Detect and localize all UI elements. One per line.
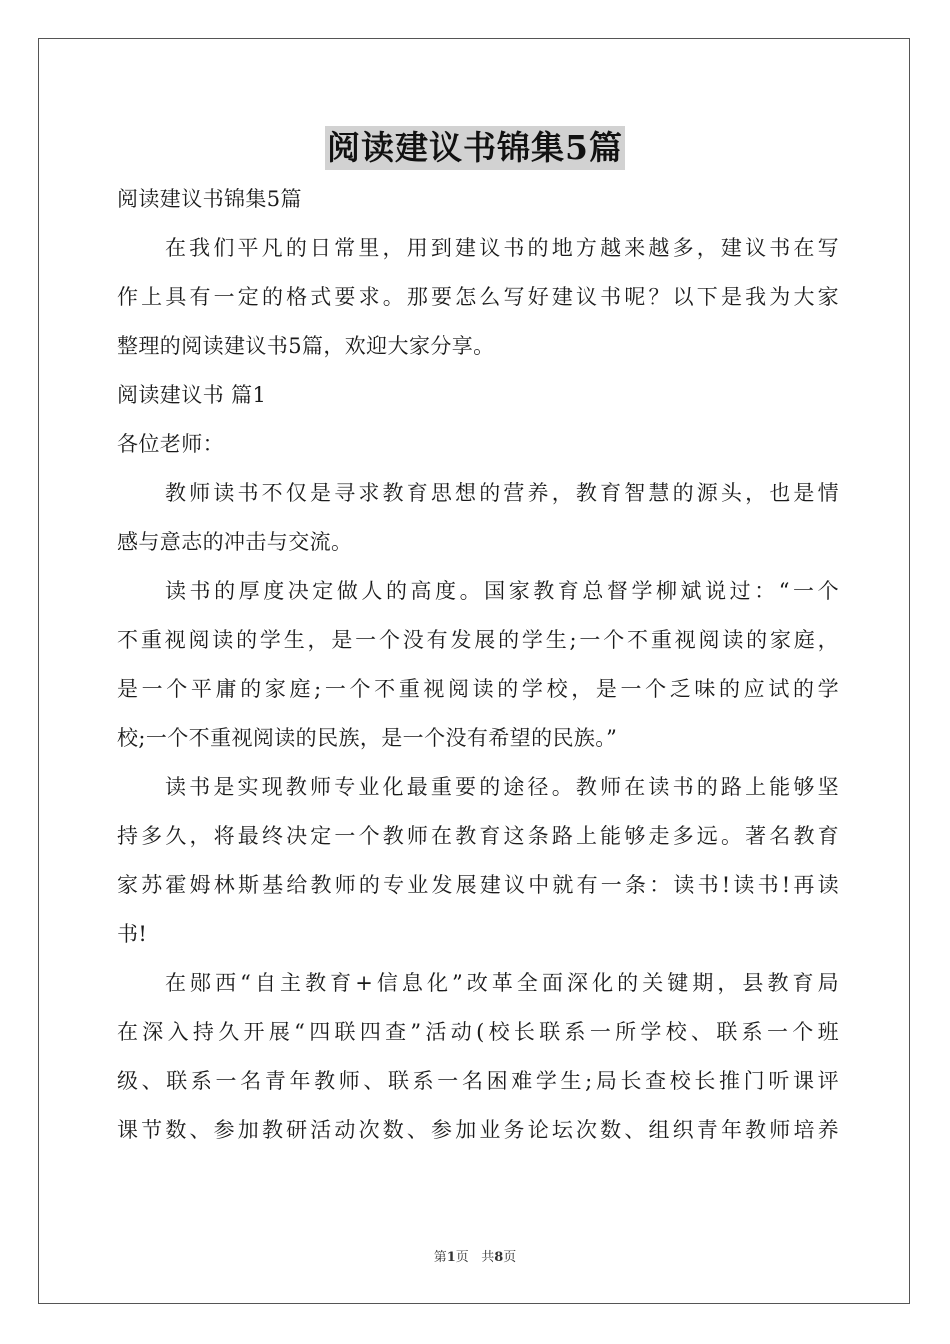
document-title: 阅读建议书锦集5篇 (325, 126, 625, 170)
text-line: 在深入持久开展“四联四查”活动(校长联系一所学校、联系一个班 (117, 1020, 839, 1044)
text-line: 在我们平凡的日常里，用到建议书的地方越来越多，建议书在写 (165, 236, 839, 260)
text-line: 书! (117, 922, 148, 946)
text-line: 读书的厚度决定做人的高度。国家教育总督学柳斌说过：“一个 (165, 579, 839, 603)
footer-prefix: 第 (433, 1250, 447, 1265)
text-line: 各位老师： (117, 432, 224, 456)
text-line: 阅读建议书锦集5篇 (117, 187, 302, 211)
text-line: 级、联系一名青年教师、联系一名困难学生;局长查校长推门听课评 (117, 1069, 839, 1093)
footer-page-word: 页 (455, 1250, 469, 1265)
text-line: 不重视阅读的学生，是一个没有发展的学生;一个不重视阅读的家庭， (117, 628, 839, 652)
text-line: 课节数、参加教研活动次数、参加业务论坛次数、组织青年教师培养 (117, 1118, 839, 1142)
text-line: 持多久，将最终决定一个教师在教育这条路上能够走多远。著名教育 (117, 824, 839, 848)
footer-total-suffix: 页 (503, 1250, 517, 1265)
text-line: 读书是实现教师专业化最重要的途径。教师在读书的路上能够坚 (165, 775, 839, 799)
text-line: 作上具有一定的格式要求。那要怎么写好建议书呢？以下是我为大家 (117, 285, 839, 309)
page-footer (0, 1246, 950, 1265)
text-line: 家苏霍姆林斯基给教师的专业发展建议中就有一条：读书!读书!再读 (117, 873, 839, 897)
footer-total-prefix: 共 (481, 1250, 495, 1265)
document-body (117, 175, 839, 1155)
text-line: 校;一个不重视阅读的民族，是一个没有希望的民族。” (117, 726, 618, 750)
footer-current-page: 1 (446, 1250, 456, 1265)
text-line: 阅读建议书 篇1 (117, 383, 267, 407)
text-line: 感与意志的冲击与交流。 (117, 530, 353, 554)
text-line: 是一个平庸的家庭;一个不重视阅读的学校，是一个乏味的应试的学 (117, 677, 839, 701)
text-line: 整理的阅读建议书5篇，欢迎大家分享。 (117, 334, 495, 358)
title-container (0, 126, 950, 170)
footer-total-pages: 8 (494, 1250, 504, 1265)
text-line: 教师读书不仅是寻求教育思想的营养，教育智慧的源头，也是情 (165, 481, 839, 505)
text-line: 在郧西“自主教育+信息化”改革全面深化的关键期，县教育局 (165, 971, 839, 995)
